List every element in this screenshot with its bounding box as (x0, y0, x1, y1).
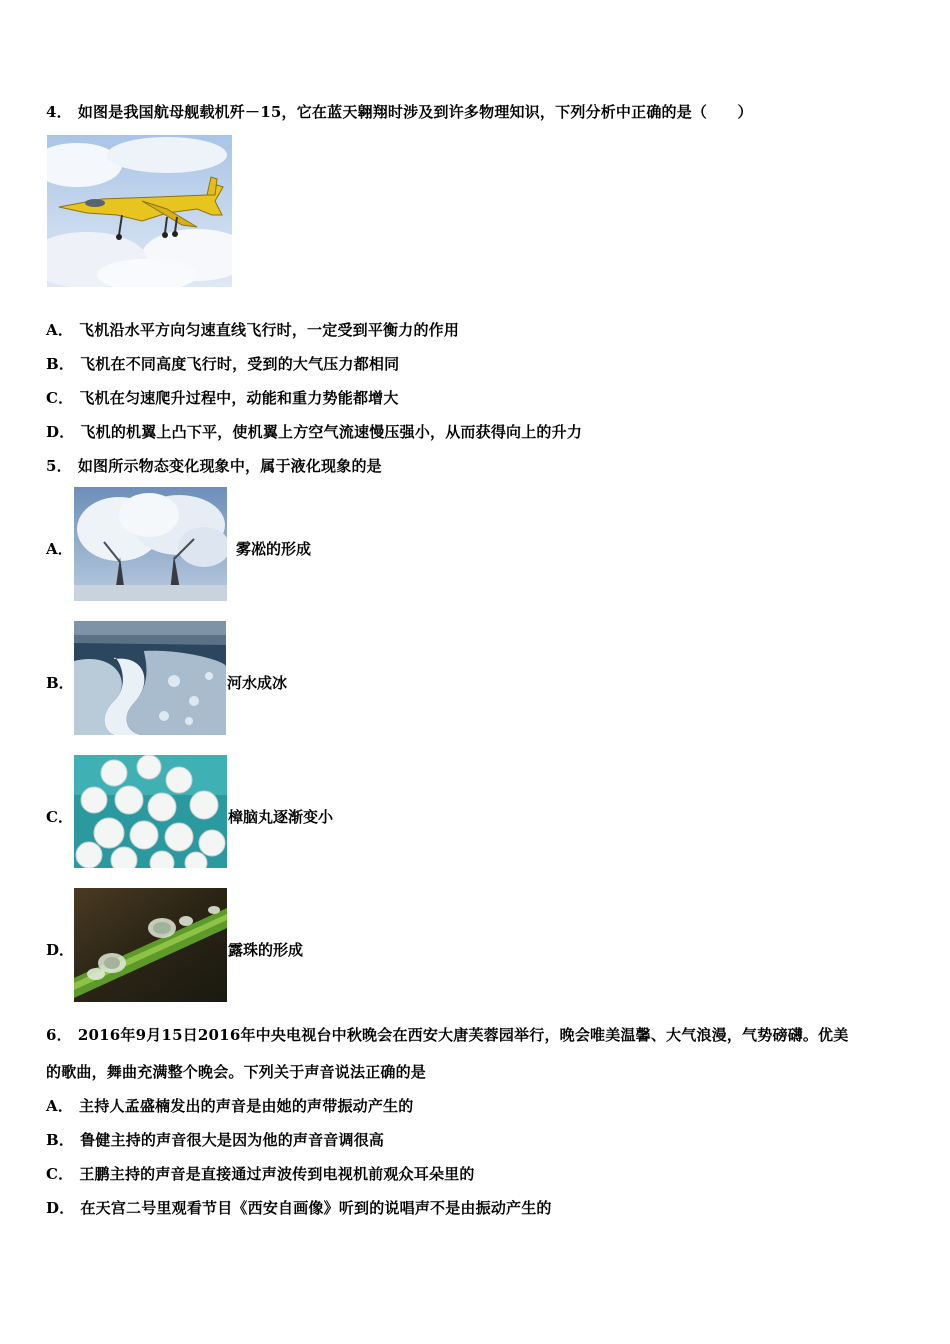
option-letter: C． (46, 1165, 74, 1183)
q5-option-b-caption: 河水成冰 (227, 674, 288, 692)
option-letter: D． (46, 1199, 75, 1217)
option-text: 主持人孟盛楠发出的声音是由她的声带振动产生的 (79, 1097, 414, 1115)
q6-stem-line-1 (46, 1025, 848, 1045)
q5-option-d-letter: D． (46, 941, 75, 959)
q6-stem-line-2: 的歌曲，舞曲充满整个晚会。下列关于声音说法正确的是 (46, 1063, 427, 1081)
q4-number: 4． (46, 103, 72, 121)
q5-option-c-letter: C． (46, 808, 73, 826)
q6-option-c (46, 1164, 475, 1184)
option-text: 鲁健主持的声音很大是因为他的声音音调很高 (80, 1131, 385, 1149)
q5-option-a-letter: A． (46, 540, 73, 558)
option-letter: B． (46, 355, 75, 373)
q6-option-a (46, 1096, 413, 1116)
option-letter: D． (46, 423, 75, 441)
option-letter: B． (46, 1131, 75, 1149)
option-letter: A． (46, 1097, 74, 1115)
q6-stem-1: 2016年9月15日2016年中央电视台中秋晚会在西安大唐芙蓉园举行，晚会唯美温馨、大气浪漫，气势磅礴。优美 (77, 1026, 849, 1044)
q5-option-d-dew-image (74, 888, 227, 1002)
option-text: 飞机沿水平方向匀速直线飞行时，一定受到平衡力的作用 (79, 321, 460, 339)
option-text: 飞机在匀速爬升过程中，动能和重力势能都增大 (79, 389, 399, 407)
option-letter: C． (46, 389, 74, 407)
q5-number: 5． (46, 457, 72, 475)
q5-option-d-caption: 露珠的形成 (228, 941, 304, 959)
q5-option-b-letter: B． (46, 674, 74, 692)
option-text: 飞机在不同高度飞行时，受到的大气压力都相同 (80, 355, 400, 373)
q5-option-a-rime-image (74, 487, 227, 601)
q4-option-c (46, 388, 399, 408)
q5-option-c-caption: 樟脑丸逐渐变小 (228, 808, 334, 826)
q4-option-a (46, 320, 459, 340)
q4-stem: 如图是我国航母舰载机歼－15，它在蓝天翱翔时涉及到许多物理知识，下列分析中正确的是（ ） (77, 103, 753, 121)
q4-option-d (46, 422, 582, 442)
q5-option-b-ice-image (74, 621, 226, 735)
q4-option-b (46, 354, 399, 374)
q5-option-c-camphor-image (74, 755, 227, 868)
q6-option-d (46, 1198, 552, 1218)
option-text: 飞机的机翼上凸下平，使机翼上方空气流速慢压强小，从而获得向上的升力 (80, 423, 583, 441)
q5-option-a-caption: 雾凇的形成 (236, 540, 312, 558)
q6-option-b (46, 1130, 384, 1150)
q4-jet-figure (47, 135, 232, 287)
option-text: 王鹏主持的声音是直接通过声波传到电视机前观众耳朵里的 (79, 1165, 475, 1183)
q5-stem: 如图所示物态变化现象中，属于液化现象的是 (77, 457, 382, 475)
option-letter: A． (46, 321, 74, 339)
q6-number: 6． (46, 1026, 72, 1044)
option-text: 在天宫二号里观看节目《西安自画像》听到的说唱声不是由振动产生的 (80, 1199, 552, 1217)
q5-stem-line (46, 456, 382, 476)
q4-stem-line (46, 102, 753, 122)
